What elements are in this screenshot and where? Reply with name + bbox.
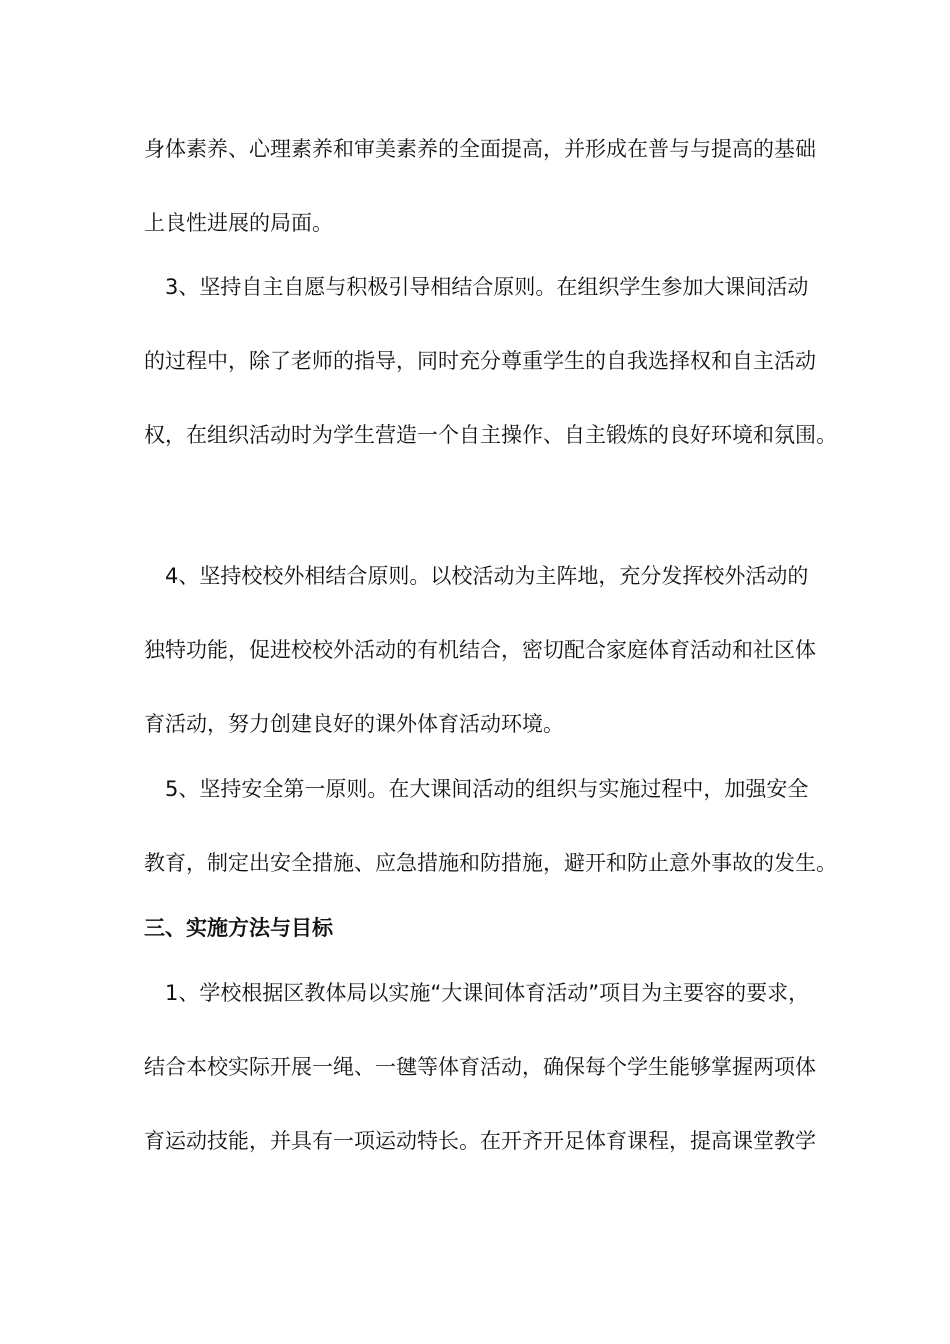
paragraph-line: 上良性进展的局面。 (144, 211, 333, 235)
section-heading: 三、实施方法与目标 (144, 916, 333, 940)
paragraph-line: 教育，制定出安全措施、应急措施和防措施，避开和防止意外事故的发生。 (144, 851, 837, 875)
paragraph-line: 育运动技能，并具有一项运动特长。在开齐开足体育课程，提高课堂教学 (144, 1129, 816, 1153)
paragraph-line: 育活动，努力创建良好的课外体育活动环境。 (144, 712, 564, 736)
paragraph-line: 权，在组织活动时为学生营造一个自主操作、自主锻炼的良好环境和氛围。 (144, 423, 837, 447)
paragraph-line: 5、坚持安全第一原则。在大课间活动的组织与实施过程中，加强安全 (144, 777, 809, 801)
paragraph-line: 4、坚持校校外相结合原则。以校活动为主阵地，充分发挥校外活动的 (144, 564, 809, 588)
paragraph-line: 身体素养、心理素养和审美素养的全面提高，并形成在普与与提高的基础 (144, 137, 816, 161)
paragraph-line: 结合本校实际开展一绳、一毽等体育活动，确保每个学生能够掌握两项体 (144, 1055, 816, 1079)
paragraph-line: 独特功能，促进校校外活动的有机结合，密切配合家庭体育活动和社区体 (144, 638, 816, 662)
paragraph-line: 3、坚持自主自愿与积极引导相结合原则。在组织学生参加大课间活动 (144, 275, 809, 299)
paragraph-line: 的过程中，除了老师的指导，同时充分尊重学生的自我选择权和自主活动 (144, 349, 816, 373)
paragraph-line: 1、学校根据区教体局以实施“大课间体育活动”项目为主要容的要求， (144, 981, 810, 1005)
